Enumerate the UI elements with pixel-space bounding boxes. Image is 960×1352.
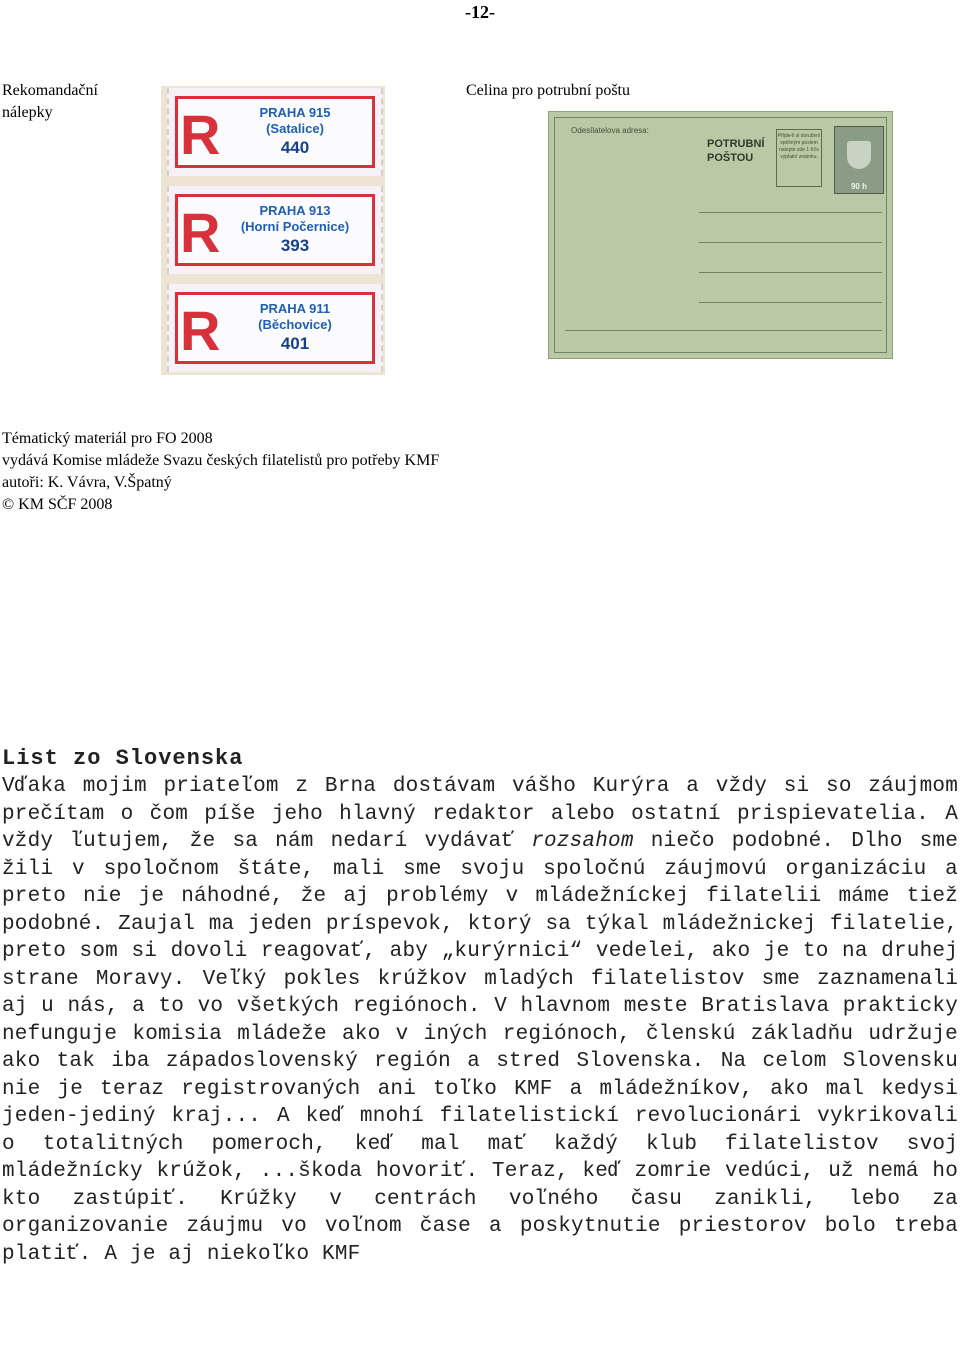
label-letter: R bbox=[180, 201, 221, 264]
article-text: Vďaka mojim priateľom z Brna dostávam vášho Kurýra a vždy si so záujmom prečítam o čom píše jeho hlavný redaktor alebo ostatní prispievatelia. A vždy ľutujem, že sa nám nedarí vydávať bbox=[2, 775, 958, 853]
label-office: PRAHA 913 bbox=[259, 203, 331, 218]
registration-label bbox=[167, 284, 383, 372]
label-number: 440 bbox=[280, 138, 310, 157]
postcard-sender-label: Odesílatelova adresa: bbox=[571, 126, 649, 135]
postcard-express-box: Přijde-li si doručení spěšným poslem nalepte zde 1 Kčs výplatní známku. bbox=[776, 129, 822, 187]
article-title: List zo Slovenska bbox=[2, 746, 244, 771]
address-line bbox=[565, 330, 882, 331]
label-office: PRAHA 915 bbox=[259, 105, 331, 120]
address-line bbox=[699, 212, 882, 213]
caption-pneumatic-postcard: Celina pro potrubní poštu bbox=[466, 82, 630, 99]
postcard-heading-line2: POŠTOU bbox=[707, 152, 754, 164]
colophon-line: vydává Komise mládeže Svazu českých filatelistů pro potřeby KMF bbox=[2, 452, 440, 469]
colophon-line: © KM SČF 2008 bbox=[2, 496, 113, 513]
address-line bbox=[699, 272, 882, 273]
label-locality: (Satalice) bbox=[266, 121, 324, 136]
postcard-heading-line1: POTRUBNÍ bbox=[707, 138, 765, 150]
coat-of-arms-icon bbox=[847, 141, 871, 169]
label-locality: (Horní Počernice) bbox=[240, 219, 350, 234]
stamp-value: 90 h bbox=[850, 182, 867, 191]
label-locality: (Běchovice) bbox=[258, 317, 332, 332]
registration-label bbox=[167, 88, 383, 176]
address-line bbox=[699, 242, 882, 243]
page-number: -12- bbox=[465, 2, 495, 22]
postcard-heading bbox=[707, 137, 764, 165]
article-body bbox=[2, 773, 958, 1268]
caption-registration-labels: Rekomandační nálepky bbox=[2, 82, 98, 121]
address-line bbox=[699, 302, 882, 303]
registration-labels-image bbox=[161, 86, 385, 375]
label-number: 401 bbox=[280, 334, 310, 353]
label-office: PRAHA 911 bbox=[259, 301, 331, 316]
colophon-line: autoři: K. Vávra, V.Špatný bbox=[2, 474, 172, 491]
registration-label bbox=[167, 186, 383, 274]
article-text: niečo podobné. Dlho sme žili v spoločnom štáte, mali sme svoju spoločnú záujmovú organizáciu a preto nie je náhodné, že aj problémy v mládežníckej filatelii máme tiež podobné. Zaujal ma jeden príspevok, ktorý sa týkal mládežnickej filatelie, preto som si dovoli reagovať, aby „kurýrnici“ vedelei, ako je to na druhej strane Moravy. Veľký pokles krúžkov mladých filatelistov sme zaznamenali aj u nás, a to vo všetkých regiónoch. V hlavnom meste Bratislava prakticky nefunguje komisia mládeže ako v iných regiónoch, členskú základňu udržuje ako tak iba západoslovenský región a stred Slovenska. Na celom Slovensku nie je teraz registrovaných ani toľko KMF a mládežníkov, ako mal kedysi jeden-jediný kraj... A keď mnohí filatelistickí revolucionári vykrikovali o totalitných pomeroch, keď mal mať každý klub filatelistov svoj mládežnícky krúžok, ...škoda hovoriť. Teraz, keď zomrie vedúci, už nemá ho kto zastúpiť. Krúžky v centrách voľného času zanikli, lebo za organizovanie záujmu vo voľnom čase a poskytnutie priestorov bolo treba platiť. A je aj niekoľko KMF bbox=[2, 830, 958, 1266]
label-number: 393 bbox=[280, 236, 310, 255]
pneumatic-postcard-image bbox=[548, 111, 893, 359]
postage-stamp bbox=[834, 126, 884, 194]
colophon-line: Tématický materiál pro FO 2008 bbox=[2, 430, 213, 447]
colophon bbox=[2, 428, 439, 516]
article-emphasis: rozsahom bbox=[531, 830, 634, 853]
label-letter: R bbox=[180, 299, 221, 362]
label-letter: R bbox=[180, 103, 221, 166]
